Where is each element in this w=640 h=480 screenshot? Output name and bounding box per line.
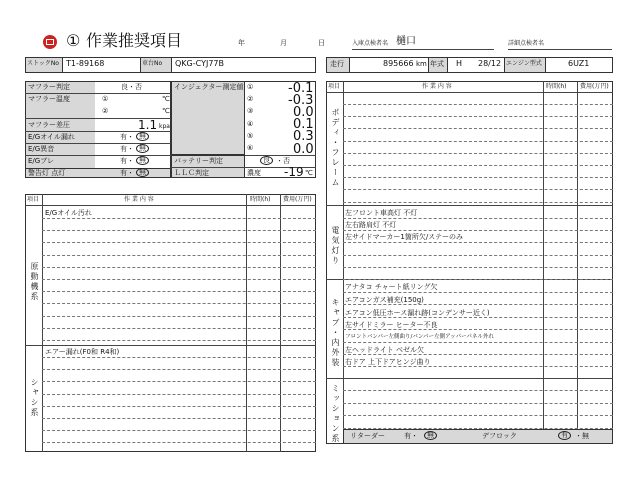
left-work-table (25, 194, 316, 452)
body-section-label: ボディ・フレーム (331, 108, 340, 188)
injector-6-value: 0.0 (293, 142, 314, 157)
ruled-line (42, 267, 316, 268)
ruled-line (343, 403, 613, 404)
inspector-value: 樋口 (396, 36, 416, 47)
retarder-label: リターダー (350, 432, 385, 440)
cab-row-6: 左ヘッドライト ベゼル欠 (345, 346, 425, 354)
muffler-temp-1-num: ① (102, 95, 109, 103)
chassis-section-label: シャシ系 (30, 378, 39, 418)
battery-bad: ・否 (276, 157, 290, 165)
left-col-time: 時間(h) (250, 196, 271, 203)
muffler-temp-2-num: ② (102, 107, 109, 115)
battery-good-circled: 良 (260, 156, 273, 165)
cab-row-3: エアコン低圧ホース漏れ跡(コンデンサー近く) (345, 309, 490, 317)
ruled-line (343, 329, 613, 330)
chassis-label: 車台No (142, 60, 163, 67)
right-col-time: 時間(h) (546, 83, 567, 90)
electric-row-2: 左右路肩灯 不灯 (345, 221, 397, 229)
right-col-cost: 費用(万円) (580, 83, 609, 90)
oil-leak-yes: 有・ (120, 133, 134, 141)
mileage-value: 895666 (383, 59, 414, 68)
ruled-line (343, 242, 613, 243)
ruled-line (42, 328, 316, 329)
left-col-work: 作 業 内 容 (124, 196, 154, 203)
ruled-line (42, 381, 316, 382)
stock-value: T1-89168 (66, 59, 105, 68)
llc-label: ＬＬＣ判定 (174, 169, 209, 177)
ruled-line (343, 428, 613, 429)
ruled-line (42, 406, 316, 407)
day-label: 日 (318, 39, 325, 47)
injector-4-num: ④ (247, 120, 254, 128)
mileage-unit: km (416, 60, 427, 68)
injector-5-value: 0.3 (293, 129, 314, 144)
left-col-cost: 費用(万円) (283, 196, 312, 203)
ruled-line (343, 304, 613, 305)
retarder-no-circled: 無 (424, 431, 437, 440)
engine-value: 6UZ1 (568, 59, 590, 68)
injector-5-num: ⑤ (247, 132, 254, 140)
engine-section-label: 原動機系 (30, 262, 39, 302)
cab-row-5: フロントバンパー左側曲り/バンパー左側アッパーパネル外れ (345, 334, 494, 340)
page-title: 作業推奨項目 (86, 31, 183, 50)
detail-inspector-label: 詳細点検者名 (508, 40, 545, 47)
stock-label: ストックNo (27, 60, 59, 67)
ruled-line (343, 116, 613, 117)
ruled-line (343, 177, 613, 178)
month-label: 月 (280, 39, 287, 47)
engine-label: エンジン型式 (506, 60, 542, 67)
concentration-unit: ℃ (305, 169, 313, 177)
ruled-line (42, 369, 316, 370)
electric-row-1: 左フロント車高灯 不灯 (345, 209, 418, 217)
ruled-line (343, 218, 613, 219)
right-col-item: 項目 (328, 83, 341, 90)
electric-section-label: 電気灯り (331, 226, 340, 266)
warning-label: 警告灯 点灯 (28, 169, 66, 177)
muffler-diff-label: マフラー差圧 (28, 121, 70, 129)
ruled-line (343, 202, 613, 203)
year-value: 28/12 (478, 59, 502, 68)
shake-yes: 有・ (120, 157, 134, 165)
ruled-line (42, 303, 316, 304)
ruled-line (343, 354, 613, 355)
muffler-diff-unit: kpa (159, 123, 170, 130)
header-number: ① (66, 31, 81, 50)
ruled-line (343, 255, 613, 256)
injector-3-num: ③ (247, 107, 254, 115)
injector-2-value: -0.3 (288, 93, 314, 108)
cab-row-7: 右ドア 上下ドアヒンジ曲り (345, 358, 431, 366)
ruled-line (42, 394, 316, 395)
ruled-line (42, 340, 316, 341)
chassis-row-1: エアー漏れ(F0和 R4和) (45, 348, 120, 356)
battery-label: バッテリー判定 (174, 157, 223, 165)
noise-no-circled: 無 (136, 144, 149, 153)
right-col-work: 作 業 内 容 (422, 83, 452, 90)
ruled-line (343, 342, 613, 343)
ruled-line (42, 230, 316, 231)
muffler-judge-value: 良・否 (121, 83, 142, 91)
cab-row-1: アナタコ チャート紙リング欠 (345, 283, 438, 291)
difflock-yes-circled: 有 (558, 431, 571, 440)
concentration-label: 濃度 (247, 169, 261, 177)
cab-row-2: エアコンガス補充(150g) (345, 296, 424, 304)
ruled-line (42, 430, 316, 431)
injector-label: インジェクター測定値 (174, 83, 244, 91)
concentration-value: -19 (284, 165, 304, 179)
year-label: 年 (238, 39, 245, 47)
ruled-line (42, 255, 316, 256)
mission-section-label: ミッション系 (331, 384, 340, 444)
ruled-line (343, 128, 613, 129)
ruled-line (343, 415, 613, 416)
warning-yes: 有・ (120, 169, 134, 177)
injector-1-num: ① (247, 83, 254, 91)
era-value: H (456, 59, 463, 68)
noise-yes: 有・ (120, 145, 134, 153)
retarder-yes: 有・ (404, 432, 418, 440)
ruled-line (42, 291, 316, 292)
shake-no-circled: 無 (136, 156, 149, 165)
model-year-label: 年式 (430, 60, 444, 68)
oil-leak-no-circled: 無 (136, 132, 149, 141)
ruled-line (343, 165, 613, 166)
chassis-value: QKG-CYJ77B (175, 59, 224, 68)
ruled-line (343, 279, 613, 280)
ruled-line (42, 316, 316, 317)
ruled-line (343, 104, 613, 105)
noise-label: E/G異音 (28, 145, 55, 153)
injector-4-value: 0.1 (293, 117, 314, 132)
electric-row-3: 左サイドマーカー1箇所欠/ステーのみ (345, 233, 464, 241)
ruled-line (42, 218, 316, 219)
muffler-diff-value: 1.1 (138, 118, 158, 132)
difflock-label: デフロック (482, 432, 517, 440)
injector-3-value: 0.0 (293, 105, 314, 120)
ruled-line (343, 317, 613, 318)
muffler-temp-label: マフラー温度 (28, 95, 70, 103)
injector-2-num: ② (247, 95, 254, 103)
ruled-line (343, 267, 613, 268)
ruled-line (343, 390, 613, 391)
ruled-line (343, 292, 613, 293)
muffler-temp-1-unit: ℃ (162, 95, 170, 103)
left-col-item: 項目 (27, 196, 40, 203)
muffler-temp-2-unit: ℃ (162, 107, 170, 115)
injector-6-num: ⑥ (247, 144, 254, 152)
ruled-line (343, 153, 613, 154)
cab-row-4: 左サイドミラー ヒーター不良 (345, 321, 438, 329)
warning-no-circled: 無 (136, 168, 149, 177)
ruled-line (343, 230, 613, 231)
ruled-line (343, 366, 613, 367)
ruled-line (42, 418, 316, 419)
oil-leak-label: E/Gオイル漏れ (28, 133, 75, 141)
injector-1-value: -0.1 (288, 81, 314, 96)
shake-label: E/Gブレ (28, 157, 54, 165)
cab-section-label: キャブ・内外装 (331, 298, 340, 368)
engine-row-1: E/Gオイル汚れ (45, 209, 92, 217)
muffler-judge-label: マフラー判定 (28, 83, 70, 91)
logo-seal-icon (43, 35, 57, 49)
inspector-label: 入庫点検者名 (352, 40, 389, 47)
ruled-line (42, 442, 316, 443)
ruled-line (42, 357, 316, 358)
mileage-label: 走行 (330, 60, 344, 68)
ruled-line (343, 189, 613, 190)
ruled-line (343, 141, 613, 142)
difflock-no: ・無 (575, 432, 589, 440)
ruled-line (42, 279, 316, 280)
ruled-line (42, 242, 316, 243)
